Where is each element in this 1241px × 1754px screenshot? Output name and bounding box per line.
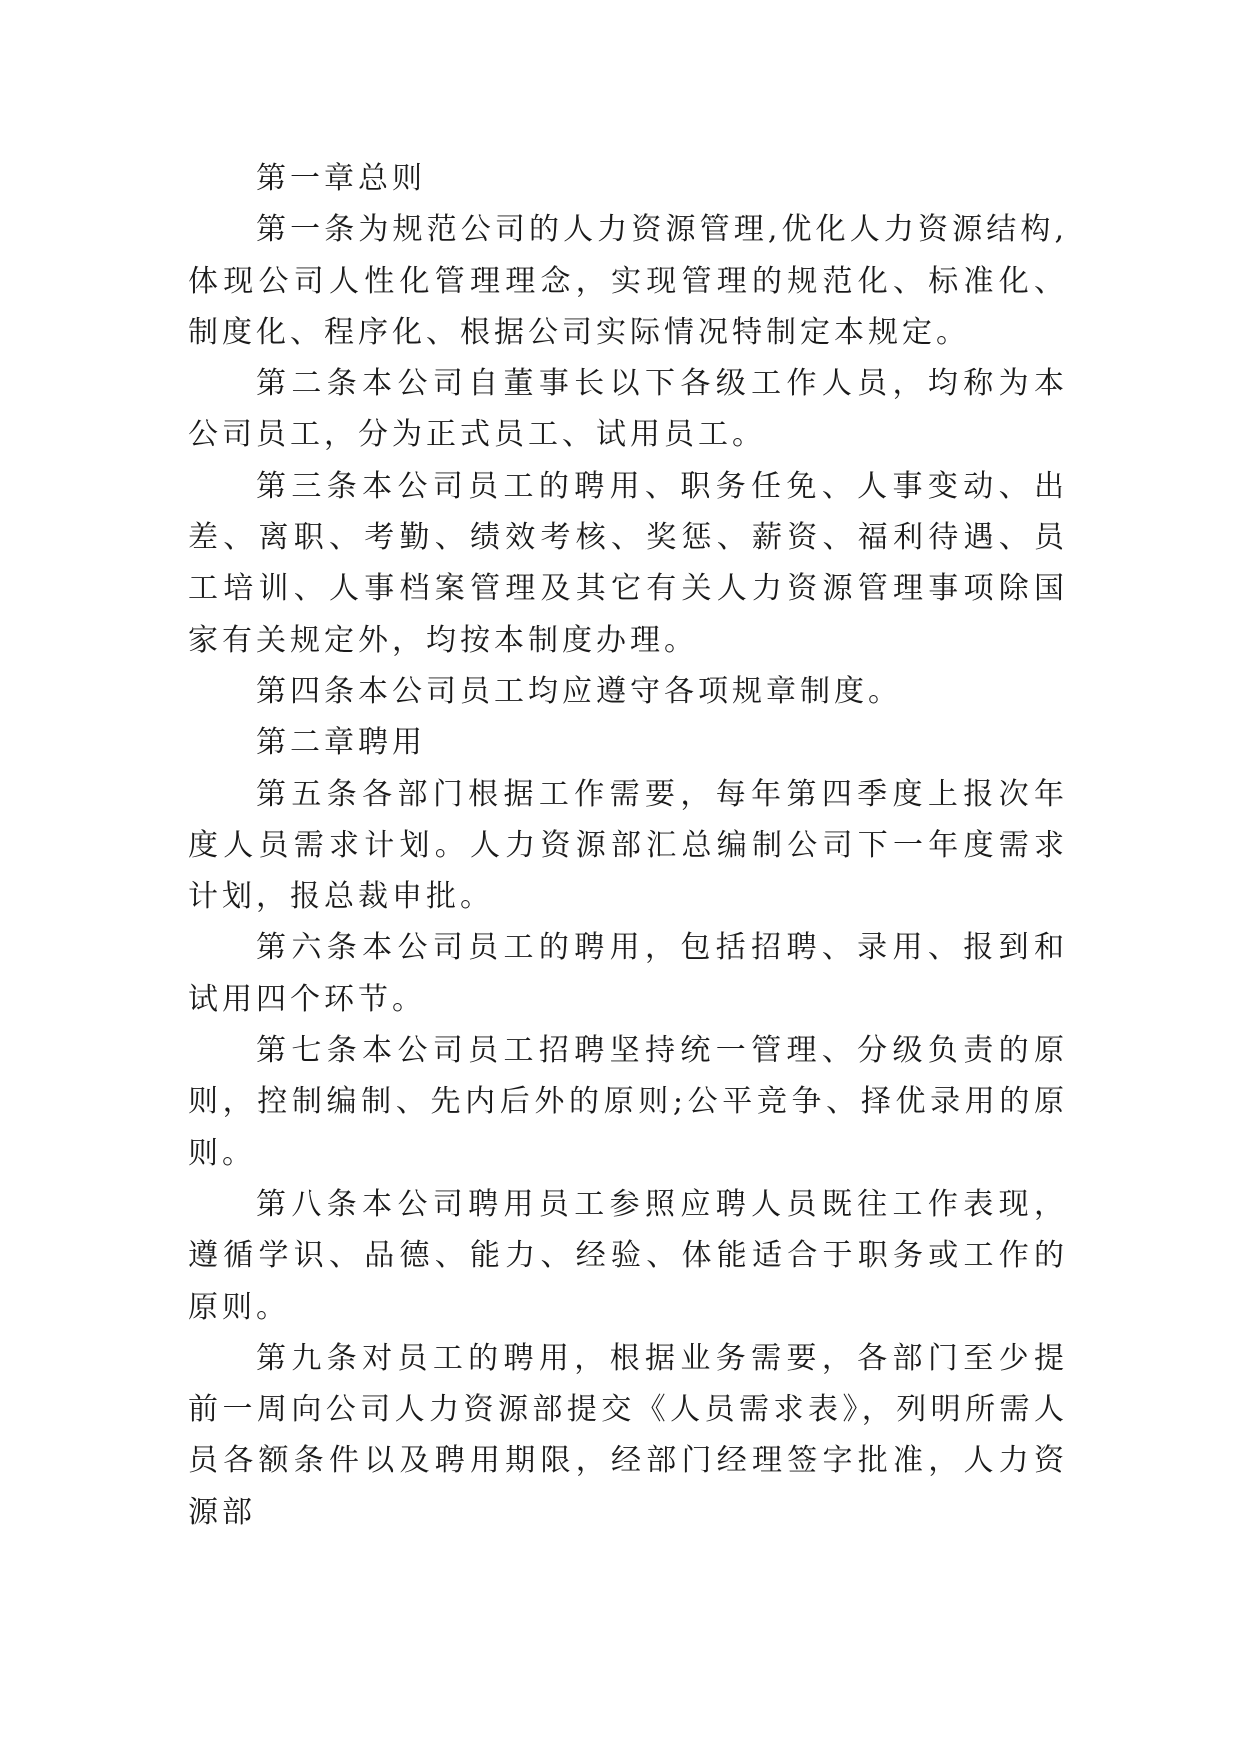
article-6: 第六条本公司员工的聘用，包括招聘、录用、报到和试用四个环节。 — [188, 930, 1068, 1017]
article-7: 第七条本公司员工招聘坚持统一管理、分级负责的原则，控制编制、先内后外的原则;公平竞争、择优录用的原则。 — [188, 1033, 1068, 1171]
chapter-heading-1: 第一章总则 — [256, 161, 426, 196]
document-body — [188, 153, 1068, 1538]
article-2: 第二条本公司自董事长以下各级工作人员，均称为本公司员工，分为正式员工、试用员工。 — [188, 366, 1068, 453]
article-5: 第五条各部门根据工作需要，每年第四季度上报次年度人员需求计划。人力资源部汇总编制公司下一年度需求计划，报总裁申批。 — [188, 776, 1068, 915]
article-1: 第一条为规范公司的人力资源管理,优化人力资源结构,体现公司人性化管理理念，实现管理的规范化、标准化、制度化、程序化、根据公司实际情况特制定本规定。 — [188, 212, 1068, 350]
article-9: 第九条对员工的聘用，根据业务需要，各部门至少提前一周向公司人力资源部提交《人员需求表》，列明所需人员各额条件以及聘用期限，经部门经理签字批准，人力资源部 — [188, 1340, 1068, 1530]
chapter-heading-2: 第二章聘用 — [256, 725, 426, 761]
article-4: 第四条本公司员工均应遵守各项规章制度。 — [256, 673, 902, 709]
article-3: 第三条本公司员工的聘用、职务任免、人事变动、出差、离职、考勤、绩效考核、奖惩、薪资、福利待遇、员工培训、人事档案管理及其它有关人力资源管理事项除国家有关规定外，均按本制度办理。 — [188, 468, 1068, 658]
article-8: 第八条本公司聘用员工参照应聘人员既往工作表现，遵循学识、品德、能力、经验、体能适合于职务或工作的原则。 — [188, 1186, 1068, 1325]
